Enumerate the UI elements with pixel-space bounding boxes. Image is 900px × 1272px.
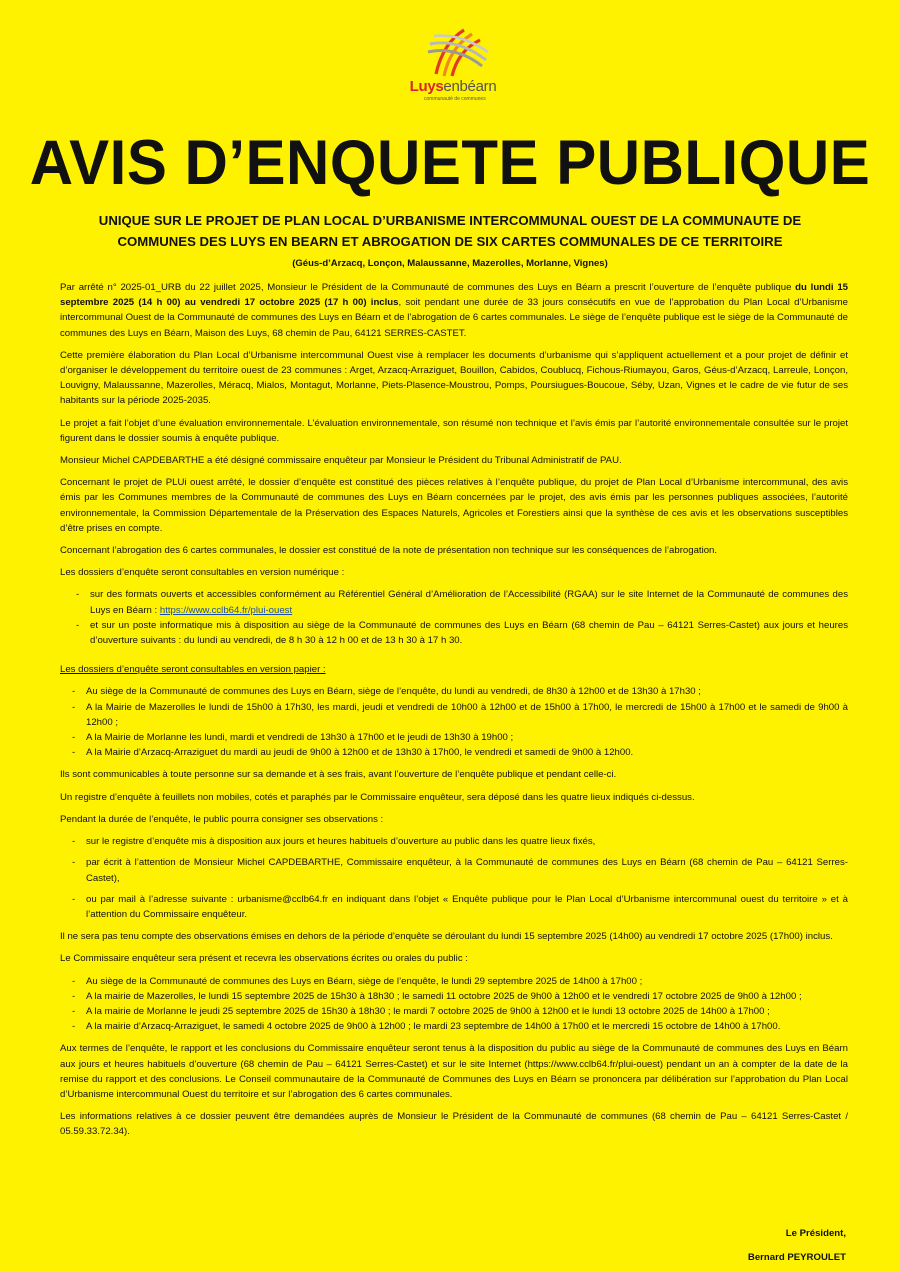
list-item: - et sur un poste informatique mis à disposition au siège de la Communauté de communes des Luys en Béarn (68 chemin de Pau – 64121 Serres-Castet) aux jours et heures d’ouverture suivants : du lundi au vendredi, de 8 h 30 à 12 h 00 et de 13 h 30 à 17 h 30. (90, 618, 848, 648)
logo-wordmark (398, 78, 508, 95)
paper-list (60, 684, 848, 760)
page-title: AVIS D’ENQUETE PUBLIQUE (29, 127, 871, 198)
paragraph-contact: Les informations relatives à ce dossier peuvent être demandées auprès de Monsieur le Président de la Communauté de communes (68 chemin de Pau – 64121 Serres-Castet / 05.59.33.72.34). (60, 1111, 848, 1138)
paragraph-communicables: Ils sont communicables à toute personne sur sa demande et à ses frais, avant l’ouverture de l’enquête publique et pendant celle-ci. (60, 769, 617, 781)
list-item: - Au siège de la Communauté de communes des Luys en Béarn, siège de l’enquête, du lundi au vendredi, de 8h30 à 12h00 et de 13h30 à 17h30 ; (86, 684, 848, 699)
list-item: - A la Mairie de Morlanne les lundi, mardi et vendredi de 13h30 à 17h00 et le jeudi de 13h30 à 19h00 ; (86, 730, 848, 745)
paragraph-permanences-intro: Le Commissaire enquêteur sera présent et recevra les observations écrites ou orales du public : (60, 953, 468, 965)
logo (398, 22, 508, 102)
signature-block (748, 1222, 846, 1270)
list-item: - ou par mail à l’adresse suivante : urbanisme@cclb64.fr en indiquant dans l’objet « Enquête publique pour le Plan Local d’Urbanisme intercommunal ouest du territoire » et à l’attention du Commissaire enquêteur. (86, 892, 848, 922)
logo-name-part1: Luys (409, 78, 444, 95)
observations-list (60, 834, 848, 922)
list-item: - A la mairie de Morlanne le jeudi 25 septembre 2025 de 15h30 à 18h30 ; le mardi 7 octobre 2025 de 9h00 à 12h00 et le lundi 13 octobre 2025 de 14h00 à 17h00 ; (86, 1004, 848, 1019)
logo-name-part2: enbéarn (443, 78, 497, 95)
paragraph-arrete-text-a: Par arrêté n° 2025-01_URB du 22 juillet 2025, Monsieur le Président de la Communauté de communes des Luys en Béarn a prescrit l’ouverture de l’enquête publique (60, 282, 796, 293)
list-item: - A la Mairie d’Arzacq-Arraziguet du mardi au jeudi de 9h00 à 12h00 et de 13h30 à 17h00, le vendredi et samedi de 9h00 à 12h00. (86, 745, 848, 760)
communes-list: (Géus-d’Arzacq, Lonçon, Malaussanne, Mazerolles, Morlanne, Vignes) (292, 258, 608, 269)
paragraph-abrogation: Concernant l’abrogation des 6 cartes communales, le dossier est constitué de la note de présentation non technique sur les conséquences de l’abrogation. (60, 545, 718, 557)
list-item: - par écrit à l’attention de Monsieur Michel CAPDEBARTHE, Commissaire enquêteur, à la Communauté de communes des Luys en Béarn (68 chemin de Pau – 64121 Serres-Castet), (86, 855, 848, 885)
logo-tagline: communauté de communes (424, 96, 486, 102)
paper-heading: Les dossiers d’enquête seront consultables en version papier : (60, 664, 326, 676)
logo-swoosh-icon (398, 22, 508, 80)
paragraph-digital-intro: Les dossiers d’enquête seront consultables en version numérique : (60, 567, 345, 579)
paragraph-arrete (60, 280, 848, 341)
notice-body (60, 280, 848, 1147)
list-item: - A la Mairie de Mazerolles le lundi de 15h00 à 17h30, les mardi, jeudi et vendredi de 10h00 à 12h00 et de 15h00 à 17h00, le mercredi de 15h00 à 17h00 et le samedi de 9h00 à 12h00 ; (86, 700, 848, 730)
list-item (90, 587, 848, 617)
permanences-list (60, 974, 848, 1035)
signature-role: Le Président, (785, 1228, 846, 1239)
page-subtitle: UNIQUE SUR LE PROJET DE PLAN LOCAL D’URBANISME INTERCOMMUNAL OUEST DE LA COMMUNAUTE DE COMMUNES DES LUYS EN BEARN ET ABROGATION DE SIX CARTES COMMUNALES DE CE TERRITOIRE (98, 213, 802, 249)
paragraph-period: Il ne sera pas tenu compte des observations émises en dehors de la période d’enquête se déroulant du lundi 15 septembre 2025 (14h00) au vendredi 17 octobre 2025 (17h00) inclus. (60, 931, 833, 943)
paragraph-commissaire: Monsieur Michel CAPDEBARTHE a été désigné commissaire enquêteur par Monsieur le Président du Tribunal Administratif de PAU. (60, 455, 622, 467)
paragraph-dossier: Concernant le projet de PLUi ouest arrêté, le dossier d’enquête est constitué des pièces relatives à l’enquête publique, du projet de Plan Local d’Urbanisme intercommunal, des avis émis par les Communes membres de la Communauté de communes des Luys en Béarn concernées par le projet, des avis émis par les personnes publiques associées, l’autorité environnementale, la Commission Départementale de la Préservation des Espaces Naturels, Agricoles et Forestiers ainsi que la synthèse de ces avis et les observations susceptibles d’être prises en compte. (60, 477, 848, 534)
paragraph-evaluation: Le projet a fait l’objet d’une évaluation environnementale. L’évaluation environnementale, son résumé non technique et l’avis émis par l’autorité environnementale consultée sur le projet figurent dans le dossier soumis à enquête publique. (60, 417, 848, 444)
paragraph-project: Cette première élaboration du Plan Local d’Urbanisme intercommunal Ouest vise à remplacer les documents d’urbanisme qui s’appliquent actuellement et a pour projet de définir et d’organiser le développement du territoire ouest de 23 communes : Arget, Arzacq-Arraziguet, Bouillon, Cabidos, Coublucq, Fichous-Riumayou, Garos, Géus-d’Arzacq, Larreule, Lonçon, Louvigny, Malaussanne, Mazerolles, Méracq, Mialos, Montagut, Morlanne, Piets-Plasence-Moustrou, Pomps, Poursiugues-Boucoue, Séby, Uzan, Vignes et le cadre de vie futur de ses habitants sur la période 2025-2035. (60, 349, 848, 407)
plui-link[interactable]: https://www.cclb64.fr/plui-ouest (159, 604, 293, 616)
list-item: - sur le registre d’enquête mis à disposition aux jours et heures habituels d’ouverture au public dans les quatre lieux fixés, (86, 834, 848, 849)
list-item: - A la mairie de Mazerolles, le lundi 15 septembre 2025 de 15h30 à 18h30 ; le samedi 11 octobre 2025 de 9h00 à 12h00 et le vendredi 17 octobre 2025 de 9h00 à 12h00 ; (86, 989, 848, 1004)
paragraph-registre: Un registre d’enquête à feuillets non mobiles, cotés et paraphés par le Commissaire enquêteur, sera déposé dans les quatre lieux indiqués ci-dessus. (60, 791, 695, 803)
list-item: - Au siège de la Communauté de communes des Luys en Béarn, siège de l’enquête, le lundi 29 septembre 2025 de 14h00 à 17h00 ; (86, 974, 848, 989)
list-item: - A la mairie d’Arzacq-Arraziguet, le samedi 4 octobre 2025 de 9h00 à 12h00 ; le mardi 23 septembre de 14h00 à 17h00 et le mercredi 15 octobre de 14h00 à 17h00. (86, 1019, 848, 1034)
digital-item-text: sur des formats ouverts et accessibles conformément au Référentiel Général d’Amélioration de l’Accessibilité (RGAA) sur le site Internet de la Communauté de communes des Luys en Béarn : (90, 589, 848, 616)
enquiry-dates: du lundi 15 septembre 2025 (14 h 00) au vendredi 17 octobre 2025 (17 h 00) inclus (60, 282, 848, 309)
signature-name: Bernard PEYROULET (747, 1252, 846, 1263)
digital-list (60, 587, 848, 648)
paragraph-rapport: Aux termes de l’enquête, le rapport et les conclusions du Commissaire enquêteur seront tenus à la disposition du public au siège de la Communauté de communes des Luys en Béarn aux jours et heures habituels d’ouverture (68 chemin de Pau – 64121 Serres-Castet) et sur le site Internet (https://www.cclb64.fr/plui-ouest) pendant un an à compter de la date de la remise du rapport et des conclusions. Le Conseil communautaire de la Communauté de Communes des Luys en Béarn se prononcera par délibération sur l’approbation du Plan Local d’Urbanisme intercommunal Ouest du territoire et sur l’abrogation des 6 cartes communales. (60, 1043, 848, 1100)
paragraph-arrete-text-b: , soit pendant une durée de 33 jours consécutifs en vue de l’approbation du Plan Local d’Urbanisme intercommunal Ouest de la Communauté de communes des Luys en Béarn et de l’abrogation de 6 cartes communales. Le siège de l’enquête publique est le siège de la Communauté de communes des Luys en Béarn, Maison des Luys, 68 chemin de Pau, 64121 SERRES-CASTET. (60, 297, 848, 339)
paragraph-observations-intro: Pendant la durée de l’enquête, le public pourra consigner ses observations : (60, 813, 384, 825)
